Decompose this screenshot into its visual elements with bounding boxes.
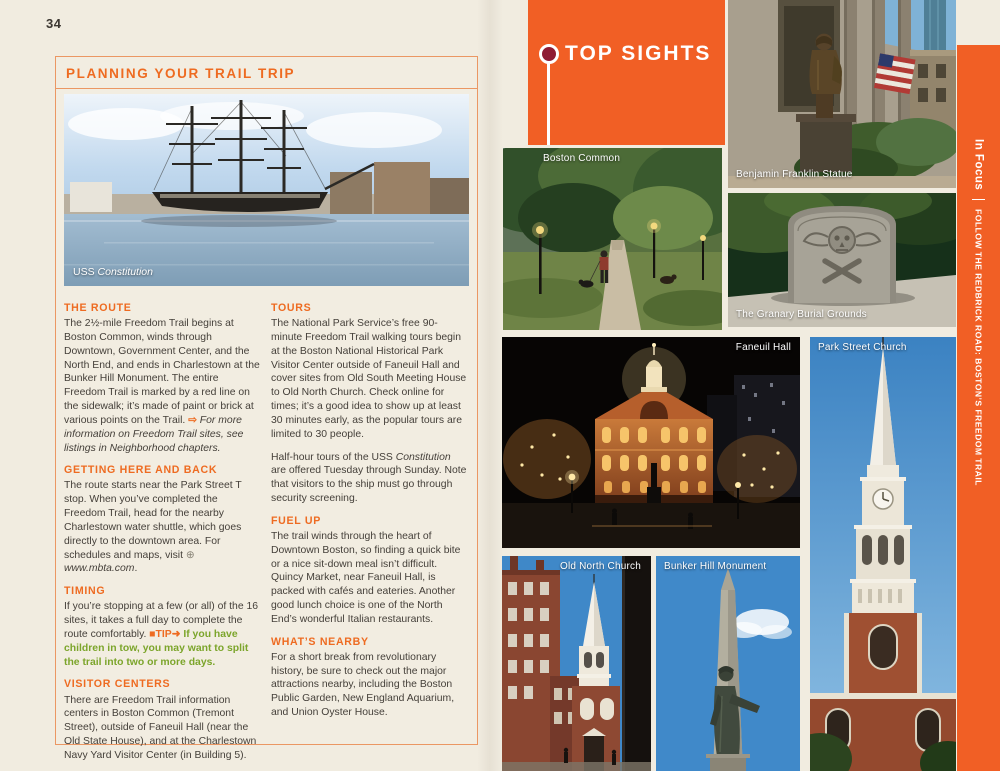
franklin-statue-art	[728, 0, 956, 188]
tip-text: If you have children in tow, you may want to split the trail into two or more days.	[64, 628, 249, 668]
section-heading-the-route: THE ROUTE	[64, 302, 132, 314]
whats-nearby-body: For a short break from revolutionary history, be sure to check out the major attractions nearby, including the Boston Public Garden, New England Aquarium, and Union Oyster House.	[271, 651, 455, 719]
planning-panel	[55, 56, 478, 761]
tours-paragraph-2: Half-hour tours of the USS Constitution are offered Tuesday through Sunday. Note that visitors to the ship must go through security screening.	[271, 451, 467, 505]
bunker-hill-art	[656, 556, 800, 771]
web-globe-icon: ⊕	[185, 549, 195, 561]
faneuil-hall-photo	[502, 337, 800, 548]
caption-ship-name: Constitution	[97, 266, 153, 278]
section-heading-getting-here: GETTING HERE AND BACK	[64, 464, 218, 477]
pin-stem-line	[547, 53, 550, 145]
photo-label: Faneuil Hall	[735, 342, 791, 353]
cross-reference-arrow-icon: ⇨	[188, 414, 197, 426]
top-sights-title: TOP SIGHTS	[565, 42, 712, 65]
edge-tab-divider	[972, 199, 985, 200]
panel-title: PLANNING YOUR TRAIL TRIP	[56, 57, 477, 89]
chapter-edge-tab	[957, 45, 1000, 771]
column-right	[271, 293, 468, 765]
faneuil-hall-art	[502, 337, 800, 548]
photo-label: Benjamin Franklin Statue	[736, 169, 853, 180]
granary-burial-grounds-photo	[728, 193, 956, 327]
page-number: 34	[46, 16, 62, 31]
photo-label: Boston Common	[543, 153, 621, 164]
mbta-url: www.mbta.com	[64, 563, 135, 575]
visitor-centers-body: There are Freedom Trail information centers in Boston Common (Tremont Street), outside of Faneuil Hall (near the Old State House), and at the Charlestown Navy Yard Visitor Center (in Building 5).	[64, 694, 257, 761]
section-heading-whats-nearby: WHAT’S NEARBY	[271, 635, 369, 648]
section-heading-tours: TOURS	[271, 302, 312, 314]
cross-reference-text: For more information on Freedom Trail sites, see listings in Neighborhood chapters.	[64, 414, 244, 454]
park-street-church-photo	[810, 337, 956, 771]
chapter-title-vertical: FOLLOW THE REDBRICK ROAD: BOSTON’S FREEDOM TRAIL	[973, 209, 984, 487]
photo-label: Bunker Hill Monument	[664, 561, 767, 572]
photo-label: Park Street Church	[818, 342, 907, 353]
section-heading-visitor-centers: VISITOR CENTERS	[64, 678, 171, 691]
photo-label: The Granary Burial Grounds	[736, 309, 867, 320]
timing-body: If you’re stopping at a few (or all) of the 16 sites, it takes a full day to complete the route comfortably. ■TIP➜ If you have children in tow, you may want to split the trail into two or more days.	[64, 601, 259, 668]
section-heading-fuel-up: FUEL UP	[271, 514, 322, 527]
getting-here-body: The route starts near the Park Street T stop. When you’ve completed the Freedom Trail, head for the nearby Charlestown water shuttle, which goes directly to the downtown area. For schedules and maps, visit ⊕ www.mbta.com.	[64, 480, 242, 575]
tours-paragraph-1: The National Park Service’s free 90-minute Freedom Trail walking tours begin at the Boston National Historical Park Visitor Center outside of Faneuil Hall and cover sites from Old South Meeting House to Old North Church. Check online for times; it’s a good idea to show up at least 30 minutes early, as the popular tours are limited to 30 people.	[271, 318, 467, 440]
old-north-church-photo	[502, 556, 651, 771]
series-name: In Focus	[972, 139, 985, 191]
old-north-church-art	[502, 556, 651, 771]
boston-common-art	[503, 148, 722, 330]
bunker-hill-monument-photo	[656, 556, 800, 771]
page-gutter	[477, 0, 503, 771]
photo-label: Old North Church	[559, 561, 641, 572]
ship-photo-art	[64, 94, 469, 286]
tip-icon-label: ■TIP➜	[149, 628, 184, 640]
panel-columns	[64, 293, 469, 765]
map-pin-dot-icon	[539, 44, 559, 64]
column-left	[64, 293, 261, 765]
top-sights-header-block	[528, 0, 725, 145]
park-street-church-art	[810, 337, 956, 771]
uss-constitution-name: Constitution	[395, 451, 451, 463]
caption-prefix: USS	[73, 266, 98, 278]
photo-caption	[73, 266, 153, 278]
boston-common-photo	[503, 148, 722, 330]
uss-constitution-photo	[64, 94, 469, 286]
the-route-body: The 2½-mile Freedom Trail begins at Boston Common, winds through Downtown, Government Center, and the North End, and ends in Charlestown at the Bunker Hill Monument. The entire Freedom Trail is marked by a red line on the sidewalk; it’s made of paint or brick at various points on the Trail. ⇨ For more information on Freedom Trail sites, see listings in Neighborhood chapters.	[64, 318, 260, 454]
granary-art	[728, 193, 956, 327]
fuel-up-body: The trail winds through the heart of Downtown Boston, so finding a quick bite or a nice sit-down meal isn’t difficult. Quincy Market, near Faneuil Hall, is packed with cafés and eateries. Another good lunch choice is one of the North End’s wonderful Italian restaurants.	[271, 530, 461, 625]
benjamin-franklin-statue-photo	[728, 0, 956, 188]
section-heading-timing: TIMING	[64, 585, 106, 598]
